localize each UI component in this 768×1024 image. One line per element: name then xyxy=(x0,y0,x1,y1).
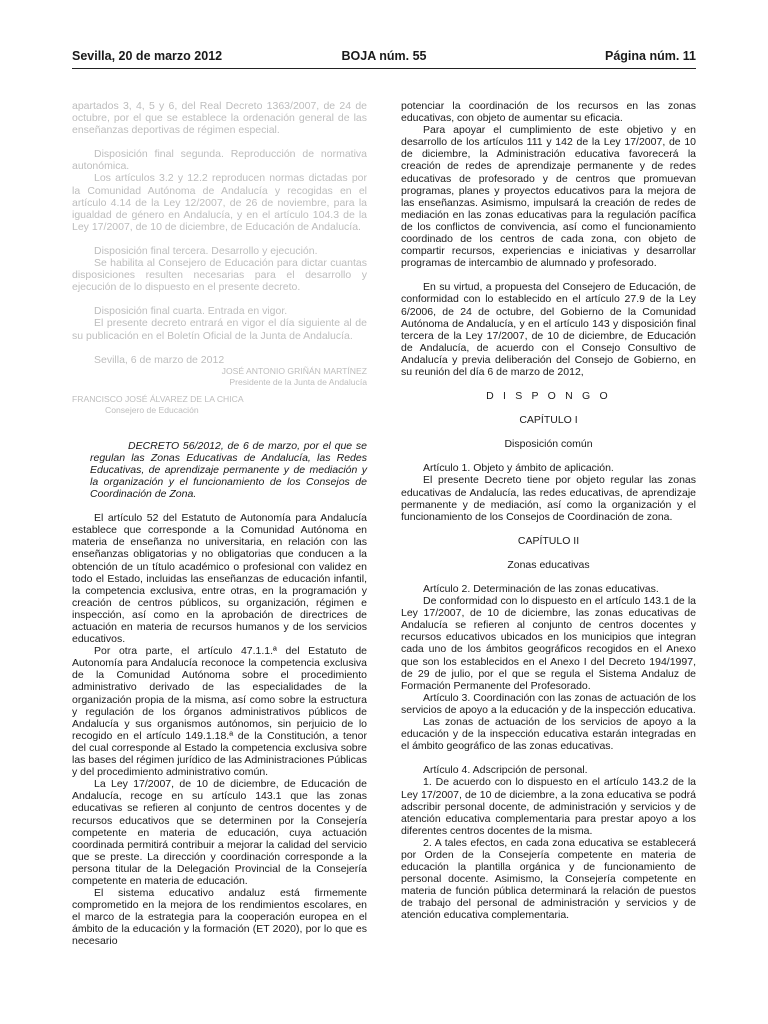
article-title: Artículo 3. Coordinación con las zonas de actuación de los servicios de apoyo a la educación y de la inspección educativa. xyxy=(401,691,696,716)
body-paragraph: El artículo 52 del Estatuto de Autonomía para Andalucía establece que corresponde a la Comunidad Autónoma en materia de enseñanza no universitaria, en relación con las enseñanzas obligatorias y no obligatorias que conducen a la obtención de un título académico o profesional con validez en todo el Estado, incluidas las enseñanzas de educación infantil, la competencia exclusiva, entre otras, en la programación y creación de centros públicos, su organización, régimen e inspección, así como en la aprobación de directrices de actuación en materia de recursos humanos y de los servicios educativos. xyxy=(72,512,367,646)
faded-text: Se habilita al Consejero de Educación para dictar cuantas disposiciones resulten necesarias para el desarrollo y ejecución de lo dispuesto en el presente decreto. xyxy=(72,257,367,294)
faded-place-date: Sevilla, 6 de marzo de 2012 xyxy=(94,353,225,366)
article-text: De conformidad con lo dispuesto en el artículo 143.1 de la Ley 17/2007, de 10 de diciembre, las zonas educativas de Andalucía se refieren al conjunto de centros docentes y recursos educativos ubicados en los municipios que integran cada uno de los ámbitos geográficos recogidos en el Anexo que son los establecidos en el Anexo I del Decreto 194/1997, de 29 de julio, por el que se regula el Sistema Andaluz de Formación Permanente del Profesorado. xyxy=(401,595,696,692)
body-paragraph: potenciar la coordinación de los recursos en las zonas educativas, con objeto de aumentar su eficacia. xyxy=(401,100,696,125)
article-text: 1. De acuerdo con lo dispuesto en el artículo 143.2 de la Ley 17/2007, de 10 de diciembre, a la zona educativa se podrá adscribir personal docente, de administración y servicios y de atención educativa complementaria para prestar apoyo a los diferentes centros docentes de la misma. xyxy=(401,776,696,837)
faded-heading: Disposición final segunda. Reproducción de normativa autonómica. xyxy=(72,148,367,173)
header-rule xyxy=(72,68,696,69)
article-title: Artículo 4. Adscripción de personal. xyxy=(423,764,588,777)
article-text: El presente Decreto tiene por objeto regular las zonas educativas de Andalucía, las redes educativas, de aprendizaje permanente y de mediación, así como la organización y el funcionamiento de los Consejos de Coordinación de zona. xyxy=(401,474,696,523)
faded-heading: Disposición final cuarta. Entrada en vigor. xyxy=(94,305,288,318)
chapter-title: Disposición común xyxy=(504,438,593,451)
chapter-heading: CAPÍTULO II xyxy=(517,534,580,547)
faded-minister-role: Consejero de Educación xyxy=(105,404,199,415)
faded-text: Los artículos 3.2 y 12.2 reproducen normas dictadas por la Comunidad Autónoma de Andalucía y recogidas en el artículo 4.14 de la Ley 12/2007, de 26 de noviembre, para la igualdad de género en Andalucía, y en el artículo 104.3 de la Ley 17/2007, de 10 de diciembre, de Educación de Andalucía. xyxy=(72,172,367,233)
dispongo-heading: D I S P O N G O xyxy=(486,390,611,403)
faded-previous-decree xyxy=(72,100,367,416)
body-paragraph: Para apoyar el cumplimiento de este objetivo y en desarrollo de los artículos 111 y 142 de la Ley 17/2007, de 10 de diciembre, la Administración educativa favorecerá la creación de redes de aprendizaje permanente y de redes educativas de profesorado y de centros que promuevan programas, planes y proyectos educativos para la mejora de las enseñanzas. Asimismo, impulsará la creación de redes de mediación en las zonas educativas para la regulación pacífica de los conflictos de convivencia, así como el funcionamiento coordinado de los centros de cada zona, con objeto de compartir recursos, experiencias e iniciativas y desarrollar programas de intercambio de alumnado y profesorado. xyxy=(401,124,696,270)
decree-title: DECRETO 56/2012, de 6 de marzo, por el que se regulan las Zonas Educativas de Andalucía, las Redes Educativas, de aprendizaje permanente y de mediación y la organización y el funcionamiento de los Consejos de Coordinación de Zona. xyxy=(90,439,367,501)
faded-signature-name: JOSÉ ANTONIO GRIÑÁN MARTÍNEZ xyxy=(221,365,367,376)
chapter-title: Zonas educativas xyxy=(507,558,590,571)
header-date: Sevilla, 20 de marzo 2012 xyxy=(72,49,223,63)
header-bulletin-number: BOJA núm. 55 xyxy=(341,49,427,63)
faded-heading: Disposición final tercera. Desarrollo y ejecución. xyxy=(94,244,318,257)
faded-text: apartados 3, 4, 5 y 6, del Real Decreto 1363/2007, de 24 de octubre, por el que se establece la ordenación general de las enseñanzas deportivas de régimen especial. xyxy=(72,100,367,137)
article-title: Artículo 1. Objeto y ámbito de aplicación. xyxy=(423,462,614,475)
body-paragraph: La Ley 17/2007, de 10 de diciembre, de Educación de Andalucía, recoge en su artículo 143.1 que las zonas educativas se refieren al conjunto de centros docentes y de recursos educativos que se determinen por la Consejería competente en materia de educación, cuya actuación coordinada permitirá contribuir a mejorar la calidad del servicio que se preste. La dirección y coordinación corresponde a la persona titular de la Delegación Provincial de la Consejería competente en materia de educación. xyxy=(72,778,367,887)
faded-text: El presente decreto entrará en vigor el día siguiente al de su publicación en el Boletín Oficial de la Junta de Andalucía. xyxy=(72,317,367,342)
right-column xyxy=(401,100,696,922)
article-text: 2. A tales efectos, en cada zona educativa se establecerá por Orden de la Consejería competente en materia de educación la plantilla orgánica y de funcionamiento de personal docente. Asimismo, la Consejería competente en materia de función pública determinará la relación de puestos de trabajo del personal de administración y servicios y de atención educativa complementaria. xyxy=(401,836,696,922)
page-header xyxy=(72,49,696,67)
article-text: Las zonas de actuación de los servicios de apoyo a la educación y de la inspección educativa estarán integradas en el ámbito geográfico de las zonas educativas. xyxy=(401,716,696,753)
header-page-number: Página núm. 11 xyxy=(604,49,696,63)
body-paragraph: El sistema educativo andaluz está firmemente comprometido en la mejora de los rendimientos escolares, en el marco de la estrategia para la cooperación europea en el ámbito de la educación y la formación (ET 2020), por lo que es necesario xyxy=(72,887,367,948)
body-paragraph: En su virtud, a propuesta del Consejero de Educación, de conformidad con lo establecido en el artículo 27.9 de la Ley 6/2006, de 24 de octubre, del Gobierno de la Comunidad Autónoma de Andalucía, y en el artículo 143 y disposición final tercera de la Ley 17/2007, de 10 de diciembre, de Educación de Andalucía, de acuerdo con el Consejo Consultivo de Andalucía y previa deliberación del Consejo de Gobierno, en su reunión del día 6 de marzo de 2012, xyxy=(401,281,696,378)
body-paragraph: Por otra parte, el artículo 47.1.1.ª del Estatuto de Autonomía para Andalucía reconoce la competencia exclusiva de la Comunidad Autónoma sobre el procedimiento administrativo derivado de las especialidades de la organización propia de la misma, así como sobre la estructura y regulación de los órganos administrativos públicos de Andalucía y sus organismos autónomos, sin perjuicio de lo recogido en el artículo 149.1.18.ª de la Constitución, a tenor del cual corresponde al Estado la competencia exclusiva sobre las bases del régimen jurídico de las Administraciones Públicas y del procedimiento administrativo común. xyxy=(72,645,367,779)
faded-signature-role: Presidente de la Junta de Andalucía xyxy=(229,376,367,387)
chapter-heading: CAPÍTULO I xyxy=(519,414,578,427)
faded-minister-name: FRANCISCO JOSÉ ÁLVAREZ DE LA CHICA xyxy=(72,393,244,404)
left-column xyxy=(72,100,367,948)
article-title: Artículo 2. Determinación de las zonas educativas. xyxy=(423,583,659,595)
